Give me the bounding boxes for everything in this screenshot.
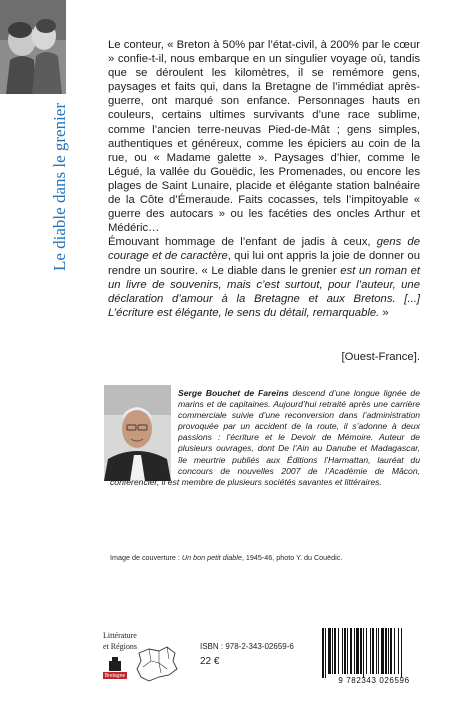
summary-paragraph-2-italic: gens de courage et de caractère xyxy=(108,236,420,263)
barcode-bar xyxy=(394,628,395,674)
barcode-bar xyxy=(342,628,343,674)
barcode-bar xyxy=(344,628,346,674)
barcode-bar xyxy=(388,628,389,674)
barcode-bar xyxy=(338,628,339,674)
barcode-bar xyxy=(347,628,348,674)
cover-photo-thumbnail xyxy=(0,0,66,94)
cover-image-credit xyxy=(110,553,430,562)
summary-paragraph-2-part-1: Émouvant hommage de l’enfant de jadis à ceux, xyxy=(108,236,377,249)
barcode-bar xyxy=(401,628,402,678)
author-name: Serge Bouchet de Fareins xyxy=(178,388,289,398)
barcode-bar xyxy=(354,628,355,674)
barcode-bar xyxy=(381,628,384,674)
spine-title: Le diable dans le grenier xyxy=(50,102,69,272)
collection-name-line-2: et Régions xyxy=(103,642,137,651)
barcode-bar xyxy=(360,628,362,674)
barcode-bar xyxy=(332,628,333,674)
summary-paragraph-2-end: » xyxy=(379,306,389,319)
summary-paragraph-1: Le conteur, « Breton à 50% par l’état-civil, à 200% par le cœur » confie-t-il, nous embarque en un singulier voyage où, tandis que se déroulent les kilomètres, il se remémore gens, paysages et faits qui, dans la Bretagne de l’immédiat après-guerre, ont marqué son enfance. Personnages hauts en couleurs, certains ultimes survivants d’une race sublime, comme l’ancien terre-neuvas Pied-de-Mât ; gens simples, authentiques et généreux, comme les épiciers au coin de la rue, ou « Madame galette ». Paysages d’hier, comme le Légué, la vallée du Gouëdic, les Promenades, ou encore les plages de Saint Lunaire, placide et élégante station balnéaire de la Côte d’Émeraude. Faits cocasses, tels l’impitoyable « guerre des autocars » ou les facéties des oncles Arthur et Médéric… xyxy=(108,39,420,235)
barcode-bar xyxy=(370,628,371,674)
barcode-bar xyxy=(372,628,374,674)
collection-name-line-1: Littérature xyxy=(103,631,137,640)
credit-suffix: , 1945-46, photo Y. du Couëdic. xyxy=(241,553,343,562)
barcode-bar xyxy=(334,628,336,674)
barcode-bar xyxy=(376,628,377,674)
spine xyxy=(0,0,84,705)
barcode-bar xyxy=(390,628,392,674)
author-bio-text: descend d’une longue lignée de marins et de capitaines. Aujourd’hui retraité après une carrière commerciale suivie d’une reconversion dans l’administration provoquée par un accident de la route, il s’adonne à deux passions : l’écriture et le Devoir de Mémoire. Auteur de plusieurs ouvrages, dont De l’Ain au Danube et Madagascar, île meurtrie publiés aux Éditions l’Harmattan, lauréat du concours de nouvelles 2007 de l’Académie de Mâcon, conférencier, il est membre de plusieurs sociétés savantes et littéraires. xyxy=(110,388,420,487)
back-cover-summary xyxy=(108,38,420,320)
quote-source: [Ouest-France]. xyxy=(341,351,420,363)
collection-subtitle: Bretagne xyxy=(104,673,126,679)
price: 22 € xyxy=(200,656,220,667)
barcode-bar xyxy=(398,628,399,674)
barcode-bar xyxy=(325,628,326,678)
collection-logo xyxy=(103,627,179,685)
summary-paragraph-2-part-2: , qui lui ont appris la joie de donner ou rendre un sourire. « Le diable dans le grenier xyxy=(108,250,420,277)
barcode-digits: 9 782343 026596 xyxy=(338,676,410,685)
summary-paragraph-2 xyxy=(108,235,420,320)
isbn: ISBN : 978-2-343-02659-6 xyxy=(200,642,294,651)
barcode-bar xyxy=(356,628,359,674)
barcode-bar xyxy=(385,628,387,674)
barcode-bar xyxy=(328,628,331,674)
credit-title: Un bon petit diable xyxy=(181,553,242,562)
barcode-bar xyxy=(322,628,324,678)
barcode-bar xyxy=(350,628,352,674)
author-bio xyxy=(110,388,420,488)
barcode-bar xyxy=(363,628,364,678)
barcode-bar xyxy=(378,628,379,674)
press-quote: est un roman et un livre de souvenirs, mais c’est surtout, pour l’auteur, une déclaration d’amour à la Bretagne et aux Bretons. [...] L’écriture est élégante, le sens du détail, remarquable. xyxy=(108,264,421,319)
barcode-bar xyxy=(366,628,367,674)
credit-prefix: Image de couverture : xyxy=(110,553,182,562)
